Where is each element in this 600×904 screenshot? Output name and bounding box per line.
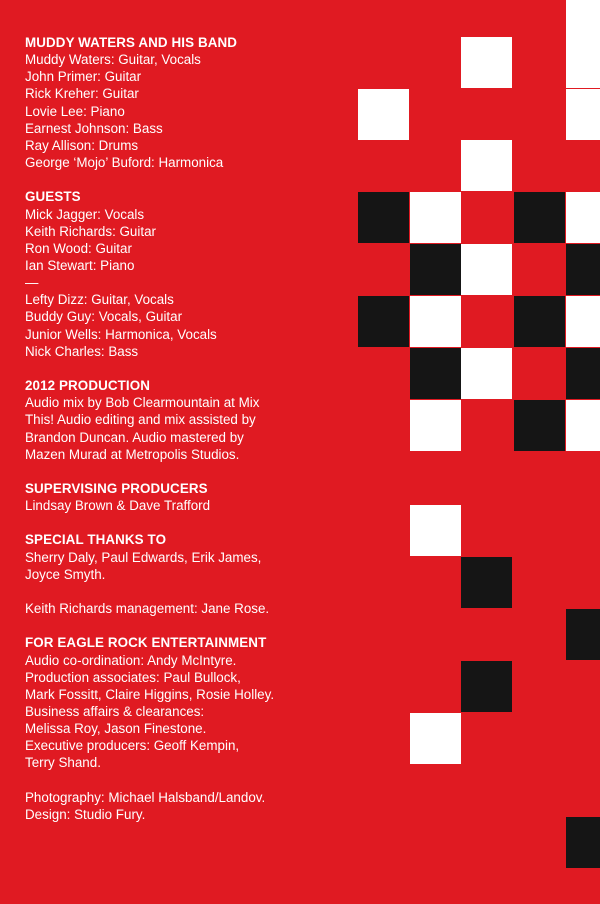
credit-line: Lovie Lee: Piano	[25, 103, 125, 119]
pixel-square	[566, 296, 600, 347]
pixel-square	[461, 557, 512, 608]
pixel-square	[410, 192, 461, 243]
pixel-square	[410, 713, 461, 764]
credit-line: Rick Kreher: Guitar	[25, 86, 139, 102]
pixel-square	[566, 609, 600, 660]
credits-column	[25, 34, 345, 840]
credit-separator: —	[25, 275, 39, 291]
credit-line: Terry Shand.	[25, 755, 101, 771]
blank-line	[25, 583, 345, 600]
pixel-square	[566, 192, 600, 243]
pixel-square	[514, 296, 565, 347]
credit-line: Muddy Waters: Guitar, Vocals	[25, 52, 201, 68]
credit-line: John Primer: Guitar	[25, 69, 142, 85]
pixel-square	[566, 89, 600, 140]
credit-line: Mick Jagger: Vocals	[25, 206, 145, 222]
pixel-square	[410, 244, 461, 295]
section-heading: FOR EAGLE ROCK ENTERTAINMENT	[25, 635, 267, 651]
credit-line: Mark Fossitt, Claire Higgins, Rosie Holley.	[25, 686, 275, 702]
credit-line: This! Audio editing and mix assisted by	[25, 412, 256, 428]
pixel-square	[461, 244, 512, 295]
credit-line: Mazen Murad at Metropolis Studios.	[25, 446, 240, 462]
credit-line: Production associates: Paul Bullock,	[25, 669, 241, 685]
credit-line: Audio mix by Bob Clearmountain at Mix	[25, 395, 260, 411]
pixel-square	[514, 192, 565, 243]
credit-line: Photography: Michael Halsband/Landov.	[25, 789, 266, 805]
credit-line: Joyce Smyth.	[25, 566, 106, 582]
credit-line: Nick Charles: Bass	[25, 343, 139, 359]
pixel-square	[566, 400, 600, 451]
credit-line: Earnest Johnson: Bass	[25, 120, 163, 136]
pixel-square	[566, 817, 600, 868]
credit-line: Lefty Dizz: Guitar, Vocals	[25, 292, 174, 308]
credit-line: Brandon Duncan. Audio mastered by	[25, 429, 244, 445]
credit-line: Business affairs & clearances:	[25, 704, 205, 719]
credit-line: Junior Wells: Harmonica, Vocals	[25, 326, 217, 342]
credit-line: Design: Studio Fury.	[25, 806, 146, 822]
credits-section-production	[25, 377, 345, 463]
pixel-square	[566, 244, 600, 295]
pixel-square	[461, 661, 512, 712]
section-heading: SUPERVISING PRODUCERS	[25, 481, 208, 497]
pixel-square	[358, 192, 409, 243]
pixel-square	[410, 296, 461, 347]
credits-section-guests	[25, 188, 345, 360]
section-heading: GUESTS	[25, 189, 81, 205]
pixel-square	[566, 37, 600, 88]
credits-section-supervising-producers	[25, 480, 345, 514]
blank-line	[25, 772, 345, 789]
credit-line: Ron Wood: Guitar	[25, 240, 132, 256]
credit-line: Sherry Daly, Paul Edwards, Erik James,	[25, 549, 262, 565]
credit-line: Ray Allison: Drums	[25, 137, 139, 153]
credit-line: Keith Richards: Guitar	[25, 223, 156, 239]
pixel-square	[410, 348, 461, 399]
pixel-square	[358, 296, 409, 347]
credit-line: Audio co-ordination: Andy McIntyre.	[25, 652, 237, 668]
pixel-square	[358, 89, 409, 140]
credits-section-band	[25, 34, 345, 171]
section-heading: MUDDY WATERS AND HIS BAND	[25, 35, 238, 50]
credit-line: Buddy Guy: Vocals, Guitar	[25, 309, 183, 325]
section-heading: SPECIAL THANKS TO	[25, 532, 167, 548]
pixel-square	[566, 348, 600, 399]
credit-line: Keith Richards management: Jane Rose.	[25, 601, 270, 617]
pixel-square	[410, 505, 461, 556]
section-heading: 2012 PRODUCTION	[25, 378, 151, 394]
pixel-square	[461, 348, 512, 399]
credits-section-eagle-rock	[25, 634, 345, 823]
pixel-square	[461, 140, 512, 191]
pixel-square	[514, 400, 565, 451]
credit-line: Lindsay Brown & Dave Trafford	[25, 498, 211, 514]
pixel-square	[410, 400, 461, 451]
pixel-square	[566, 0, 600, 37]
pixel-square	[461, 37, 512, 88]
credit-line: Executive producers: Geoff Kempin,	[25, 738, 240, 754]
credit-line: George ‘Mojo’ Buford: Harmonica	[25, 155, 224, 171]
credit-line: Ian Stewart: Piano	[25, 258, 135, 274]
credits-section-special-thanks	[25, 531, 345, 617]
credit-line: Melissa Roy, Jason Finestone.	[25, 721, 207, 737]
